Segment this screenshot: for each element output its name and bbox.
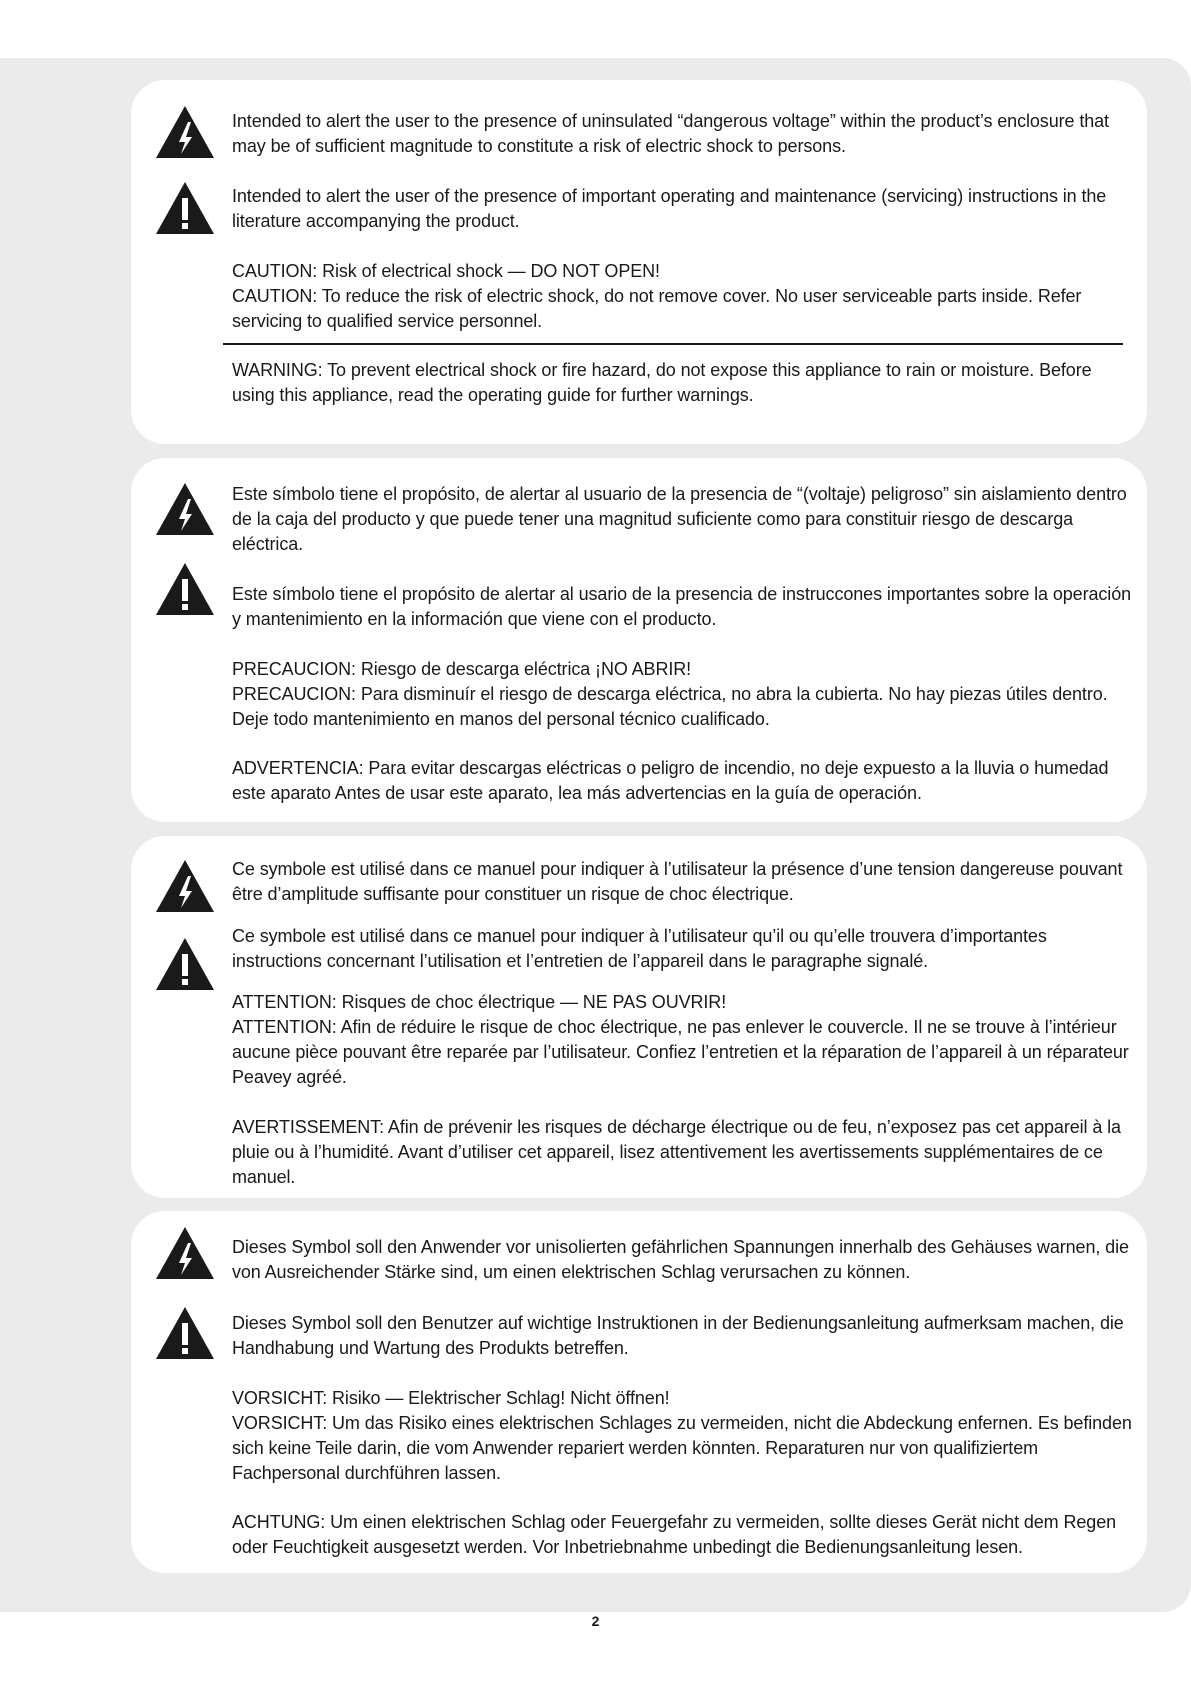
warning-paragraph — [232, 358, 1132, 408]
shock-symbol-text — [232, 1235, 1132, 1285]
safety-panel-english — [131, 80, 1147, 444]
caution-text: Afin de réduire le risque de choc électrique, ne pas enlever le couvercle. Il ne se trouve à l’intérieur aucune pièce pouvant être reparée par l’utilisateur. Confiez l’entretien et la réparation de l’appareil à un réparateur Peavey agréé. — [232, 1017, 1129, 1087]
safety-panel-german — [131, 1211, 1147, 1573]
exclamation-symbol-paragraph: Intended to alert the user of the presence of important operating and maintenance (servicing) instructions in the literature accompanying the product. — [232, 186, 1107, 231]
exclamation-triangle-icon — [154, 180, 216, 236]
warning-label: AVERTISSEMENT — [232, 1117, 380, 1137]
exclamation-triangle-icon — [154, 1305, 216, 1361]
caution-line-1 — [232, 1386, 1132, 1411]
exclamation-symbol-text — [232, 582, 1132, 632]
warning-paragraph — [232, 1510, 1132, 1560]
warning-paragraph — [232, 1115, 1132, 1190]
exclamation-symbol-text — [232, 184, 1132, 234]
caution-line-2 — [232, 1411, 1132, 1486]
caution-label: PRECAUCION: — [232, 659, 356, 679]
warning-label: WARNING: — [232, 360, 323, 380]
caution-label: ATTENTION: — [232, 1017, 337, 1037]
caution-text: Risiko — Elektrischer Schlag! Nicht öffnen! — [327, 1388, 670, 1408]
exclamation-triangle-icon — [154, 936, 216, 992]
caution-block — [232, 657, 1132, 732]
caution-block — [232, 990, 1132, 1090]
shock-symbol-paragraph: Este símbolo tiene el propósito, de alertar al usuario de la presencia de “(voltaje) peligroso” sin aislamiento dentro de la caja del producto y que puede tener una magnitud suficiente como para constituir riesgo de descarga eléctrica. — [232, 484, 1127, 554]
shock-symbol-text — [232, 857, 1132, 907]
caution-line-2 — [232, 1015, 1132, 1090]
warning-block — [232, 756, 1132, 806]
warning-block — [232, 1510, 1132, 1560]
caution-label: CAUTION: — [232, 261, 318, 281]
caution-text: To reduce the risk of electric shock, do not remove cover. No user serviceable parts inside. Refer servicing to qualified service personnel. — [232, 286, 1082, 331]
exclamation-symbol-paragraph: Este símbolo tiene el propósito de alertar al usario de la presencia de instruccones importantes sobre la operación y mantenimiento en la información que viene con el producto. — [232, 584, 1132, 629]
caution-line-1 — [232, 657, 1132, 682]
shock-symbol-text — [232, 482, 1132, 557]
caution-line-2 — [232, 284, 1132, 334]
warning-label: ADVERTENCIA: — [232, 758, 364, 778]
divider-rule — [223, 343, 1123, 345]
exclamation-symbol-paragraph: Ce symbole est utilisé dans ce manuel pour indiquer à l’utilisateur qu’il ou qu’elle trouvera d’importantes instructions concernant l’utilisation et l’entretien de l’appareil dans le paragraphe signalé. — [232, 926, 1047, 971]
shock-symbol-text — [232, 109, 1132, 159]
lightning-triangle-icon — [154, 481, 216, 537]
exclamation-symbol-text — [232, 1311, 1132, 1361]
exclamation-symbol-text — [232, 924, 1132, 974]
caution-text: Para disminuír el riesgo de descarga eléctrica, no abra la cubierta. No hay piezas útiles dentro. Deje todo mantenimiento en manos del personal técnico cualificado. — [232, 684, 1108, 729]
lightning-triangle-icon — [154, 858, 216, 914]
safety-panel-spanish — [131, 458, 1147, 822]
warning-text: To prevent electrical shock or fire hazard, do not expose this appliance to rain or moisture. Before using this appliance, read the operating guide for further warnings. — [232, 360, 1092, 405]
caution-text: Risques de choc électrique — NE PAS OUVRIR! — [336, 992, 727, 1012]
caution-line-1 — [232, 990, 1132, 1015]
caution-label: VORSICHT: — [232, 1413, 328, 1433]
caution-text: Riesgo de descarga eléctrica ¡NO ABRIR! — [355, 659, 692, 679]
warning-block — [232, 1115, 1132, 1190]
warning-text: Um einen elektrischen Schlag oder Feuergefahr zu vermeiden, sollte dieses Gerät nicht dem Regen oder Feuchtigkeit ausgesetzt werden. Vor Inbetriebnahme unbedingt die Bedienungsanleitung lesen. — [232, 1512, 1117, 1557]
caution-label: VORSICHT: — [232, 1388, 328, 1408]
shock-symbol-paragraph: Intended to alert the user to the presence of uninsulated “dangerous voltage” within the product’s enclosure that may be of sufficient magnitude to constitute a risk of electric shock to persons. — [232, 111, 1109, 156]
caution-line-1 — [232, 259, 1132, 284]
shock-symbol-paragraph: Dieses Symbol soll den Anwender vor unisolierten gefährlichen Spannungen innerhalb des Gehäuses warnen, die von Ausreichender Stärke sind, um einen elektrischen Schlag verursachen zu können. — [232, 1237, 1129, 1282]
caution-block — [232, 259, 1132, 334]
page-number: 2 — [591, 1613, 600, 1629]
lightning-triangle-icon — [154, 1225, 216, 1281]
caution-line-2 — [232, 682, 1132, 732]
warning-text: : Afin de prévenir les risques de décharge électrique ou de feu, n’exposez pas cet appareil à la pluie ou à l’humidité. Avant d’utiliser cet appareil, lisez attentivement les avertissements supplémentaires de ce manuel. — [232, 1117, 1121, 1187]
warning-block — [232, 358, 1132, 408]
caution-text: Risk of electrical shock — DO NOT OPEN! — [317, 261, 660, 281]
warning-text: Para evitar descargas eléctricas o peligro de incendio, no deje expuesto a la lluvia o humedad este aparato Antes de usar este aparato, lea más advertencias en la guía de operación. — [232, 758, 1109, 803]
exclamation-symbol-paragraph: Dieses Symbol soll den Benutzer auf wichtige Instruktionen in der Bedienungsanleitung aufmerksam machen, die Handhabung und Wartung des Produkts betreffen. — [232, 1313, 1124, 1358]
warning-paragraph — [232, 756, 1132, 806]
caution-label: CAUTION: — [232, 286, 318, 306]
safety-panel-french — [131, 836, 1147, 1198]
shock-symbol-paragraph: Ce symbole est utilisé dans ce manuel pour indiquer à l’utilisateur la présence d’une tension dangereuse pouvant être d’amplitude suffisante pour constituer un risque de choc électrique. — [232, 859, 1123, 904]
exclamation-triangle-icon — [154, 561, 216, 617]
caution-block — [232, 1386, 1132, 1486]
caution-text: Um das Risiko eines elektrischen Schlages zu vermeiden, nicht die Abdeckung enfernen. Es befinden sich keine Teile darin, die vom Anwender repariert werden könnten. Reparaturen nur von qualifiziertem Fachpersonal durchführen lassen. — [232, 1413, 1132, 1483]
caution-label: ATTENTION: — [232, 992, 337, 1012]
warning-label: ACHTUNG: — [232, 1512, 326, 1532]
caution-label: PRECAUCION: — [232, 684, 356, 704]
lightning-triangle-icon — [154, 104, 216, 160]
